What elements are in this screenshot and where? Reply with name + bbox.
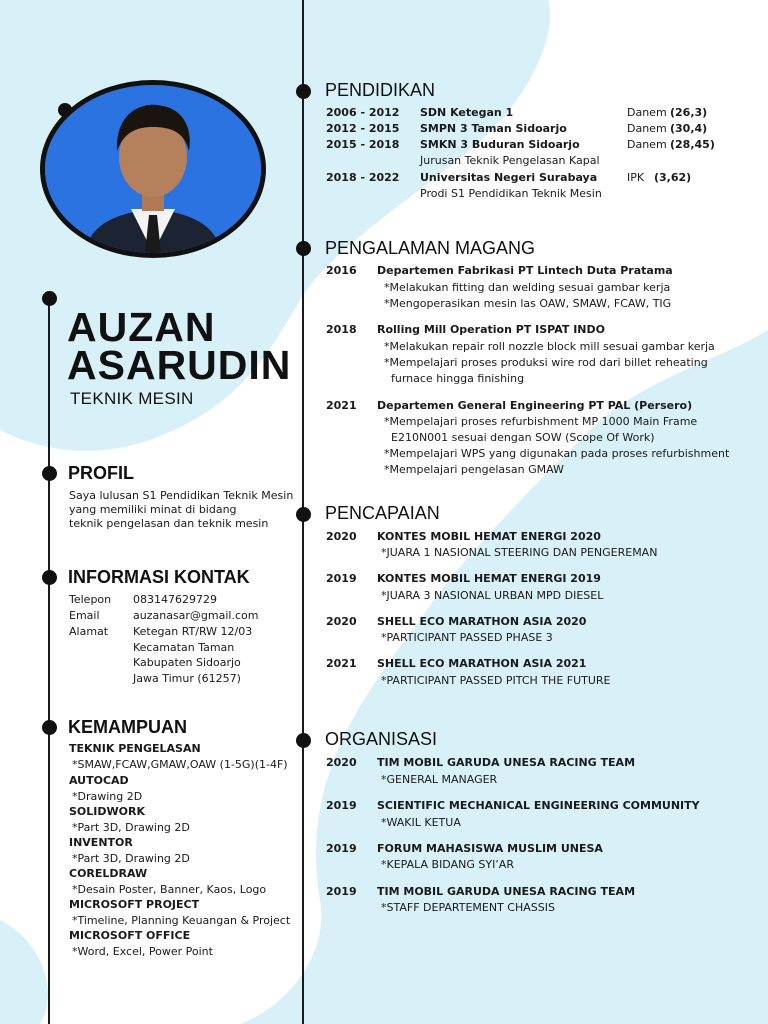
profil-line-1: Saya lulusan S1 Pendidikan Teknik Mesin [69, 489, 294, 502]
org-year: 2019 [326, 799, 357, 812]
skill-name: MICROSOFT OFFICE [69, 929, 191, 942]
photo-ring-dot [58, 103, 72, 117]
pencapaian-event: KONTES MOBIL HEMAT ENERGI 2019 [377, 572, 601, 585]
telepon-label: Telepon [69, 593, 112, 606]
skill-name: CORELDRAW [69, 867, 148, 880]
org-detail: *GENERAL MANAGER [381, 773, 498, 786]
edu-score-label: IPK [627, 171, 645, 184]
org-name: TIM MOBIL GARUDA UNESA RACING TEAM [377, 885, 636, 898]
magang-place: Departemen General Engineering PT PAL (Persero) [377, 399, 693, 412]
edu-sub: Prodi S1 Pendidikan Teknik Mesin [420, 187, 602, 200]
pencapaian-dot [296, 507, 311, 522]
alamat-label: Alamat [69, 625, 109, 638]
magang-year: 2018 [326, 323, 357, 336]
pendidikan-title: PENDIDIKAN [325, 80, 436, 100]
pencapaian-year: 2019 [326, 572, 357, 585]
org-detail: *STAFF DEPARTEMENT CHASSIS [381, 901, 555, 914]
org-detail: *KEPALA BIDANG SYI’AR [381, 858, 514, 871]
email-label: Email [69, 609, 100, 622]
magang-line: *Mempelajari pengelasan GMAW [384, 463, 564, 476]
last-name: ASARUDIN [67, 342, 292, 388]
name-dot [42, 291, 57, 306]
pencapaian-detail: *JUARA 1 NASIONAL STEERING DAN PENGEREMAN [381, 546, 658, 559]
pencapaian-event: SHELL ECO MARATHON ASIA 2021 [377, 657, 587, 670]
skill-detail: *Drawing 2D [72, 790, 143, 803]
profile-photo [40, 80, 266, 258]
pencapaian-detail: *PARTICIPANT PASSED PITCH THE FUTURE [381, 674, 611, 687]
edu-school: Universitas Negeri Surabaya [420, 171, 598, 184]
magang-line: *Melakukan fitting dan welding sesuai gambar kerja [384, 281, 671, 294]
org-name: SCIENTIFIC MECHANICAL ENGINEERING COMMUNITY [377, 799, 700, 812]
skill-detail: *Part 3D, Drawing 2D [72, 852, 190, 865]
telepon-value: 083147629729 [133, 593, 217, 606]
alamat-line-4: Jawa Timur (61257) [133, 672, 241, 685]
alamat-line-3: Kabupaten Sidoarjo [133, 656, 241, 669]
magang-line: *Mempelajari proses refurbishment MP 1000 Main Frame [384, 415, 698, 428]
magang-line: *Mengoperasikan mesin las OAW, SMAW, FCAW, TIG [384, 297, 672, 310]
magang-dot [296, 241, 311, 256]
magang-place: Rolling Mill Operation PT ISPAT INDO [377, 323, 605, 336]
kontak-dot [42, 570, 57, 585]
edu-score: (26,3) [670, 106, 708, 119]
pencapaian-title: PENCAPAIAN [325, 503, 440, 523]
first-name: AUZAN [67, 304, 216, 350]
magang-year: 2021 [326, 399, 357, 412]
edu-score-label: Danem [627, 106, 667, 119]
pencapaian-detail: *JUARA 3 NASIONAL URBAN MPD DIESEL [381, 589, 604, 602]
person-role: TEKNIK MESIN [70, 389, 194, 408]
magang-title: PENGALAMAN MAGANG [325, 238, 536, 258]
skill-name: MICROSOFT PROJECT [69, 898, 200, 911]
pencapaian-detail: *PARTICIPANT PASSED PHASE 3 [381, 631, 553, 644]
email-value: auzanasar@gmail.com [133, 609, 259, 622]
pencapaian-event: KONTES MOBIL HEMAT ENERGI 2020 [377, 530, 601, 543]
edu-years: 2006 - 2012 [326, 106, 400, 119]
pencapaian-event: SHELL ECO MARATHON ASIA 2020 [377, 615, 587, 628]
edu-score: (30,4) [670, 122, 708, 135]
skill-name: TEKNIK PENGELASAN [69, 742, 201, 755]
org-detail: *WAKIL KETUA [381, 816, 461, 829]
alamat-line-2: Kecamatan Taman [133, 641, 235, 654]
edu-school: SMPN 3 Taman Sidoarjo [420, 122, 567, 135]
pencapaian-year: 2020 [326, 615, 357, 628]
org-year: 2020 [326, 756, 357, 769]
magang-line: *Melakukan repair roll nozzle block mill sesuai gambar kerja [384, 340, 715, 353]
skill-detail: *Word, Excel, Power Point [72, 945, 213, 958]
edu-school: SMKN 3 Buduran Sidoarjo [420, 138, 580, 151]
organisasi-title: ORGANISASI [325, 729, 438, 749]
edu-sub: Jurusan Teknik Pengelasan Kapal [420, 154, 600, 167]
skill-name: AUTOCAD [69, 774, 129, 787]
magang-line: *Mempelajari proses produksi wire rod dari billet reheating [384, 356, 708, 369]
pencapaian-year: 2021 [326, 657, 357, 670]
edu-score: (28,45) [670, 138, 715, 151]
edu-score-label: Danem [627, 122, 667, 135]
skill-name: INVENTOR [69, 836, 133, 849]
kontak-title: INFORMASI KONTAK [68, 567, 250, 587]
org-year: 2019 [326, 885, 357, 898]
profil-dot [42, 466, 57, 481]
skill-name: SOLIDWORK [69, 805, 145, 818]
edu-school: SDN Ketegan 1 [420, 106, 514, 119]
org-year: 2019 [326, 842, 357, 855]
organisasi-dot [296, 733, 311, 748]
profil-line-3: teknik pengelasan dan teknik mesin [69, 517, 269, 530]
skill-detail: *SMAW,FCAW,GMAW,OAW (1-5G)(1-4F) [72, 758, 288, 771]
edu-years: 2012 - 2015 [326, 122, 400, 135]
edu-years: 2018 - 2022 [326, 171, 400, 184]
skill-detail: *Part 3D, Drawing 2D [72, 821, 190, 834]
org-name: FORUM MAHASISWA MUSLIM UNESA [377, 842, 603, 855]
edu-score: (3,62) [654, 171, 692, 184]
skill-detail: *Desain Poster, Banner, Kaos, Logo [72, 883, 267, 896]
profil-line-2: yang memiliki minat di bidang [69, 503, 237, 516]
kemampuan-dot [42, 720, 57, 735]
magang-year: 2016 [326, 264, 357, 277]
edu-score-label: Danem [627, 138, 667, 151]
magang-place: Departemen Fabrikasi PT Lintech Duta Pratama [377, 264, 673, 277]
edu-years: 2015 - 2018 [326, 138, 400, 151]
magang-line: *Mempelajari WPS yang digunakan pada proses refurbishment [384, 447, 730, 460]
pencapaian-year: 2020 [326, 530, 357, 543]
kemampuan-title: KEMAMPUAN [68, 717, 187, 737]
org-name: TIM MOBIL GARUDA UNESA RACING TEAM [377, 756, 636, 769]
pendidikan-dot [296, 84, 311, 99]
profil-title: PROFIL [68, 463, 134, 483]
magang-line: E210N001 sesuai dengan SOW (Scope Of Work) [384, 431, 655, 444]
left-timeline-line [48, 298, 50, 1024]
magang-line: furnace hingga finishing [384, 372, 525, 385]
alamat-line-1: Ketegan RT/RW 12/03 [133, 625, 253, 638]
person-name [67, 304, 292, 388]
skill-detail: *Timeline, Planning Keuangan & Project [72, 914, 291, 927]
person-silhouette-icon [45, 85, 261, 253]
